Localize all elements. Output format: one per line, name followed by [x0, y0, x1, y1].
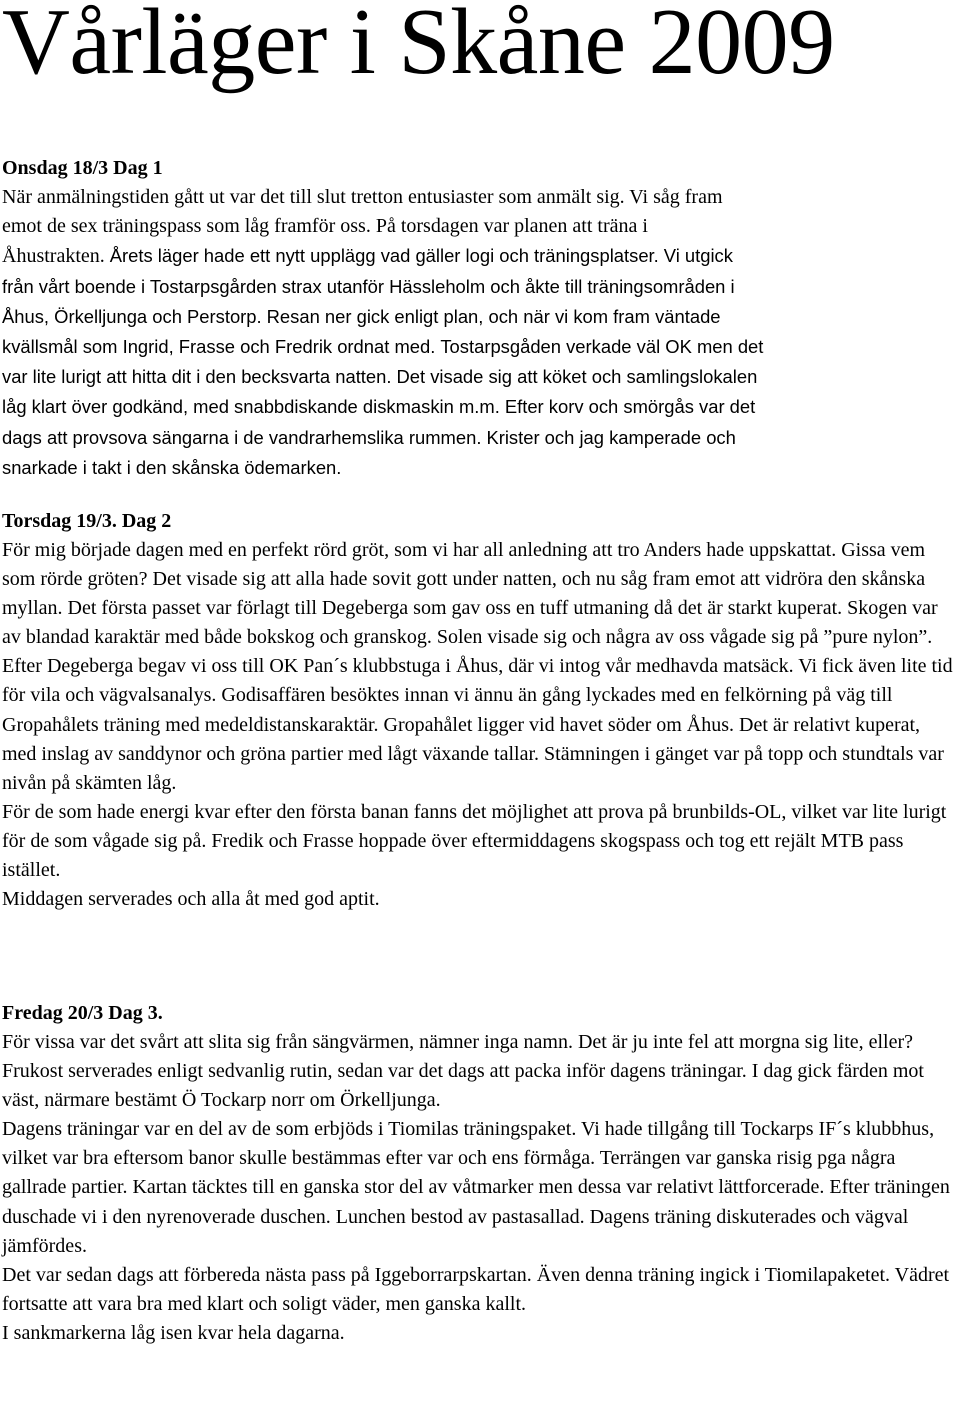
paragraph: Middagen serverades och alla åt med god aptit.: [2, 888, 380, 911]
text-span: emot de sex träningspass som låg framför oss. På torsdagen var planen att träna i: [2, 215, 648, 238]
paragraph: I sankmarkerna låg isen kvar hela dagarna.: [2, 1321, 345, 1344]
section-heading: Onsdag 18/3 Dag 1: [2, 157, 163, 179]
text-line: [2, 212, 958, 241]
text-span: Krister och jag kamperade och: [486, 426, 736, 448]
text-line: [2, 423, 958, 453]
text-span: Tostarpsgåden verkade väl OK men det: [440, 336, 764, 358]
text-line: [2, 241, 958, 271]
section-body: [2, 183, 958, 483]
text-span: Årets läger hade ett nytt upplägg vad gäller logi och träningsplatser.: [109, 245, 659, 267]
text-line: [2, 362, 958, 392]
text-span: Vi utgick: [663, 245, 733, 267]
text-span: snarkade i takt i den skånska ödemarken.: [2, 456, 342, 478]
section-fredag: [2, 999, 958, 1348]
text-line: [2, 332, 958, 362]
section-heading: Fredag 20/3 Dag 3.: [2, 1002, 163, 1024]
text-span: dags att provsova sängarna i de vandrarhemslika rummen.: [2, 426, 482, 448]
text-span: från vårt boende i Tostarpsgården strax utanför Hässleholm och åkte till träningsområden i: [2, 275, 735, 297]
section-onsdag: [2, 154, 958, 483]
paragraph: Det var sedan dags att förbereda nästa pass på Iggeborrarpskartan. Även denna träning ingick i Tiomilapaketet. Vädret fortsatte att vara bra med klart och soligt väder, men ganska kallt.: [2, 1263, 950, 1315]
paragraph: För de som hade energi kvar efter den första banan fanns det möjlighet att prova på brunbilds-OL, vilket var lite lurigt för de som vågade sig på. Fredik och Frasse hoppade över eftermiddagens skogspass och tog ett rejält MTB pass istället.: [2, 800, 947, 882]
text-span: Åhus, Örkelljunga och Perstorp.: [2, 305, 262, 327]
text-span: var lite lurigt att hitta dit i den becksvarta natten.: [2, 366, 392, 388]
text-line: [2, 183, 958, 212]
text-span: Åhustrakten.: [2, 245, 110, 268]
paragraph: Dagens träningar var en del av de som erbjöds i Tiomilas träningspaket. Vi hade tillgång till Tockarps IF´s klubbhus, vilket var bra eftersom banor skulle bestämmas efter var och ens förmåga. Terrängen var ganska risig pga några gallrade partier. Kartan täcktes till en ganska stor del av våtmarker men dessa var relativt lättforcerade. Efter träningen duschade vi i den nyrenoverade duschen. Lunchen bestod av pastasallad. Dagens träning diskuterades och vägval jämfördes.: [2, 1118, 950, 1257]
paragraph: För vissa var det svårt att slita sig från sängvärmen, nämner inga namn. Det är ju inte fel att morgna sig lite, eller? Frukost serverades enligt sedvanlig rutin, sedan var det dags att packa inför dagens träningar. I dag gick färden mot väst, närmare bestämt Ö Tockarp norr om Örkelljunga.: [2, 1031, 924, 1112]
paragraph: För mig började dagen med en perfekt rörd gröt, som vi har all anledning att tro Anders hade uppskattat. Gissa vem som rörde gröten? Det visade sig att alla hade sovit gott under natten, och nu såg fram emot att vidröra den skånska myllan. Det första passet var förlagt till Degeberga som gav oss en tuff utmaning då det är starkt kuperat. Skogen var av blandad karaktär med både bokskog och granskog. Solen visade sig och några av oss vågade sig på ”pure nylon”. Efter Degeberga begav vi oss till OK Pan´s klubbstuga i Åhus, där vi intog vår medhavda matsäck. Vi fick även lite tid för vila och vägvalsanalys. Godisaffären besöktes innan vi ännu än gång lyckades med en felkörning på väg till Gropahålets träning med medeldistanskaraktär. Gropahålet ligger vid havet söder om Åhus. Det är relativt kuperat, med inslag av sanddynor och gröna partier med lågt växande tallar. Stämningen i gänget var på topp och stundtals var nivån på skämten låg.: [2, 539, 953, 794]
text-line: [2, 453, 958, 483]
text-span: låg klart över godkänd, med snabbdiskande diskmaskin m.m.: [2, 396, 500, 418]
text-line: [2, 272, 958, 302]
text-span: Resan ner gick enligt plan, och när vi kom fram väntade: [266, 305, 721, 327]
section-torsdag: [2, 507, 958, 914]
document-title: Vårläger i Skåne 2009: [2, 0, 835, 94]
text-line: [2, 392, 958, 422]
text-span: När anmälningstiden gått ut var det till slut tretton entusiaster som anmält sig. Vi såg fram: [2, 186, 723, 208]
text-span: Efter korv och smörgås var det: [504, 396, 756, 418]
text-line: [2, 302, 958, 332]
text-span: Det visade sig att köket och samlingslokalen: [396, 366, 758, 388]
text-span: kvällsmål som Ingrid, Frasse och Fredrik ordnat med.: [2, 336, 436, 358]
section-heading: Torsdag 19/3. Dag 2: [2, 510, 172, 532]
